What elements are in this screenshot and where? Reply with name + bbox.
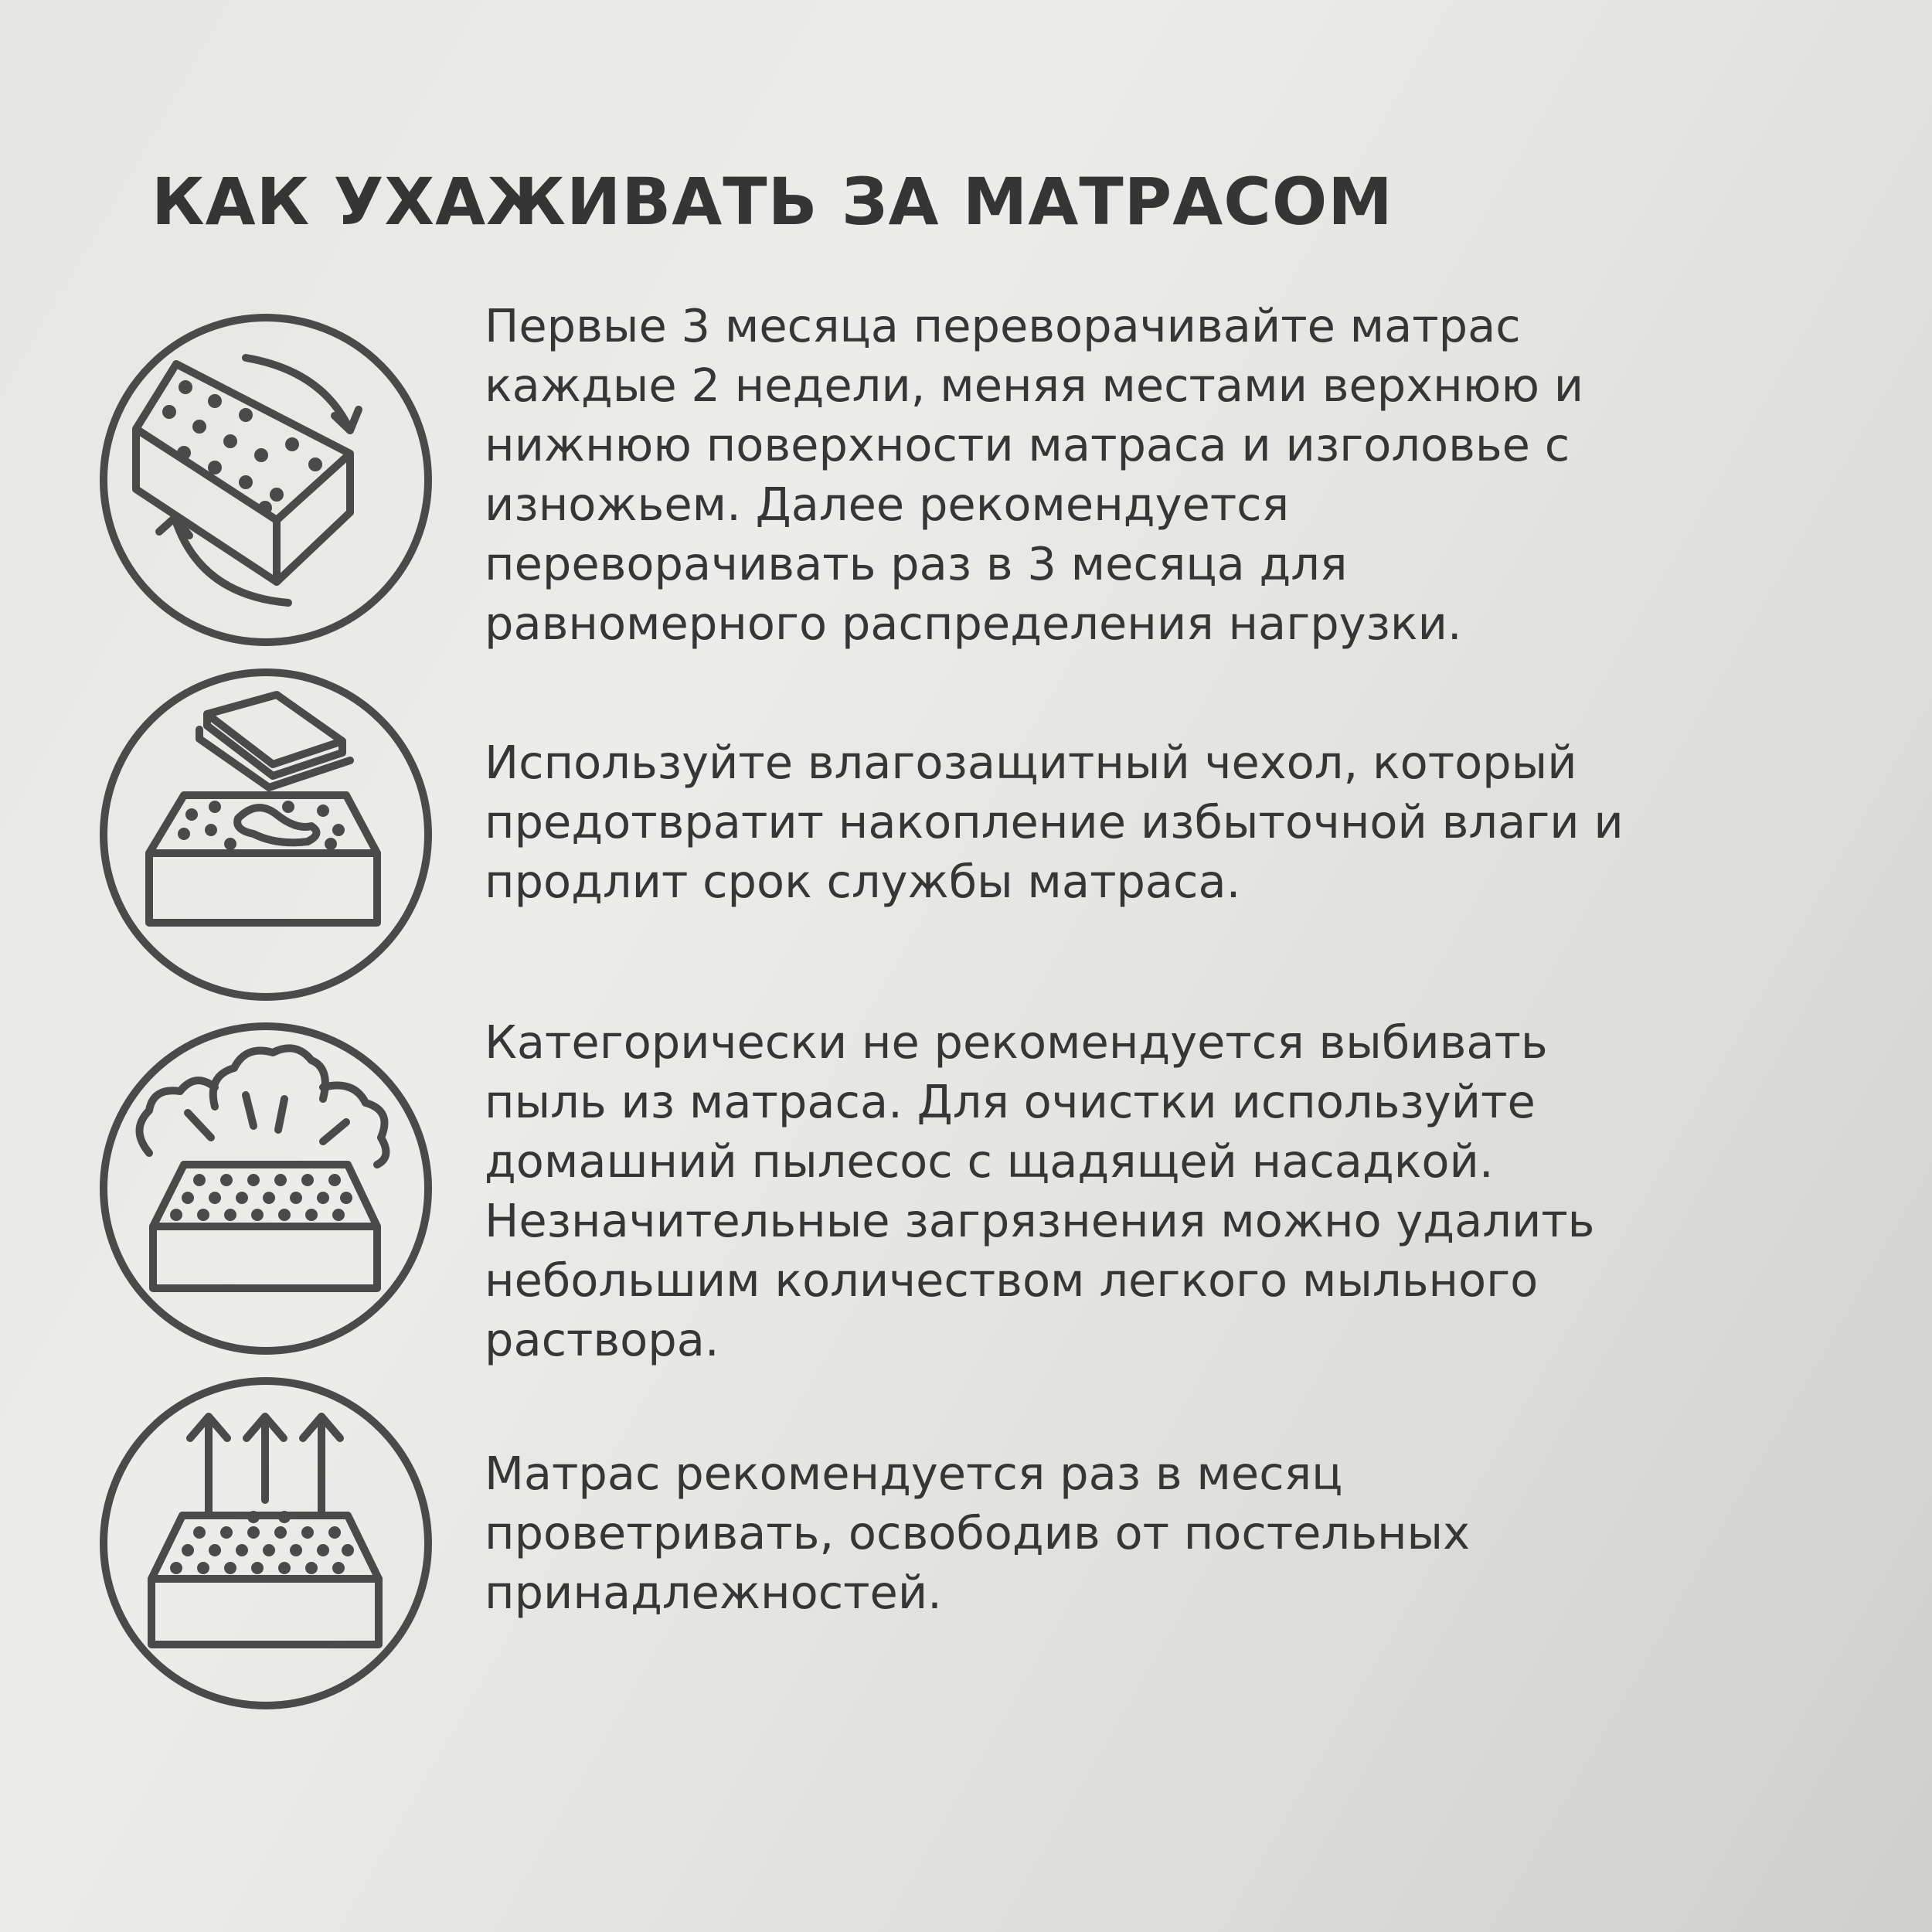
- mattress-airing-icon: [99, 1376, 433, 1710]
- care-text-cover: Используйте влагозащитный чехол, который предотвратит накопление избыточной влаги и продлит срок службы матраса.: [485, 736, 1624, 908]
- care-text-flip: Первые 3 месяца переворачивайте матрас каждые 2 недели, меняя местами верхнюю и нижнюю поверхности матраса и изголовье с изножьем. Далее рекомендуется переворачивать раз в 3 месяца для равномерного распределения нагрузки.: [485, 299, 1584, 650]
- page-title: КАК УХАЖИВАТЬ ЗА МАТРАСОМ: [151, 164, 1393, 240]
- care-text-airing: Матрас рекомендуется раз в месяц проветривать, освободив от постельных принадлежностей.: [485, 1447, 1471, 1619]
- mattress-cover-icon: [99, 668, 433, 1002]
- mattress-dust-icon: [99, 1022, 433, 1355]
- mattress-flip-icon: [99, 313, 433, 647]
- care-text-dust: Категорически не рекомендуется выбивать пыль из матраса. Для очистки используйте домашний пылесос с щадящей насадкой. Незначительные загрязнения можно удалить небольшим количеством легкого мыльного раствора.: [485, 1015, 1595, 1366]
